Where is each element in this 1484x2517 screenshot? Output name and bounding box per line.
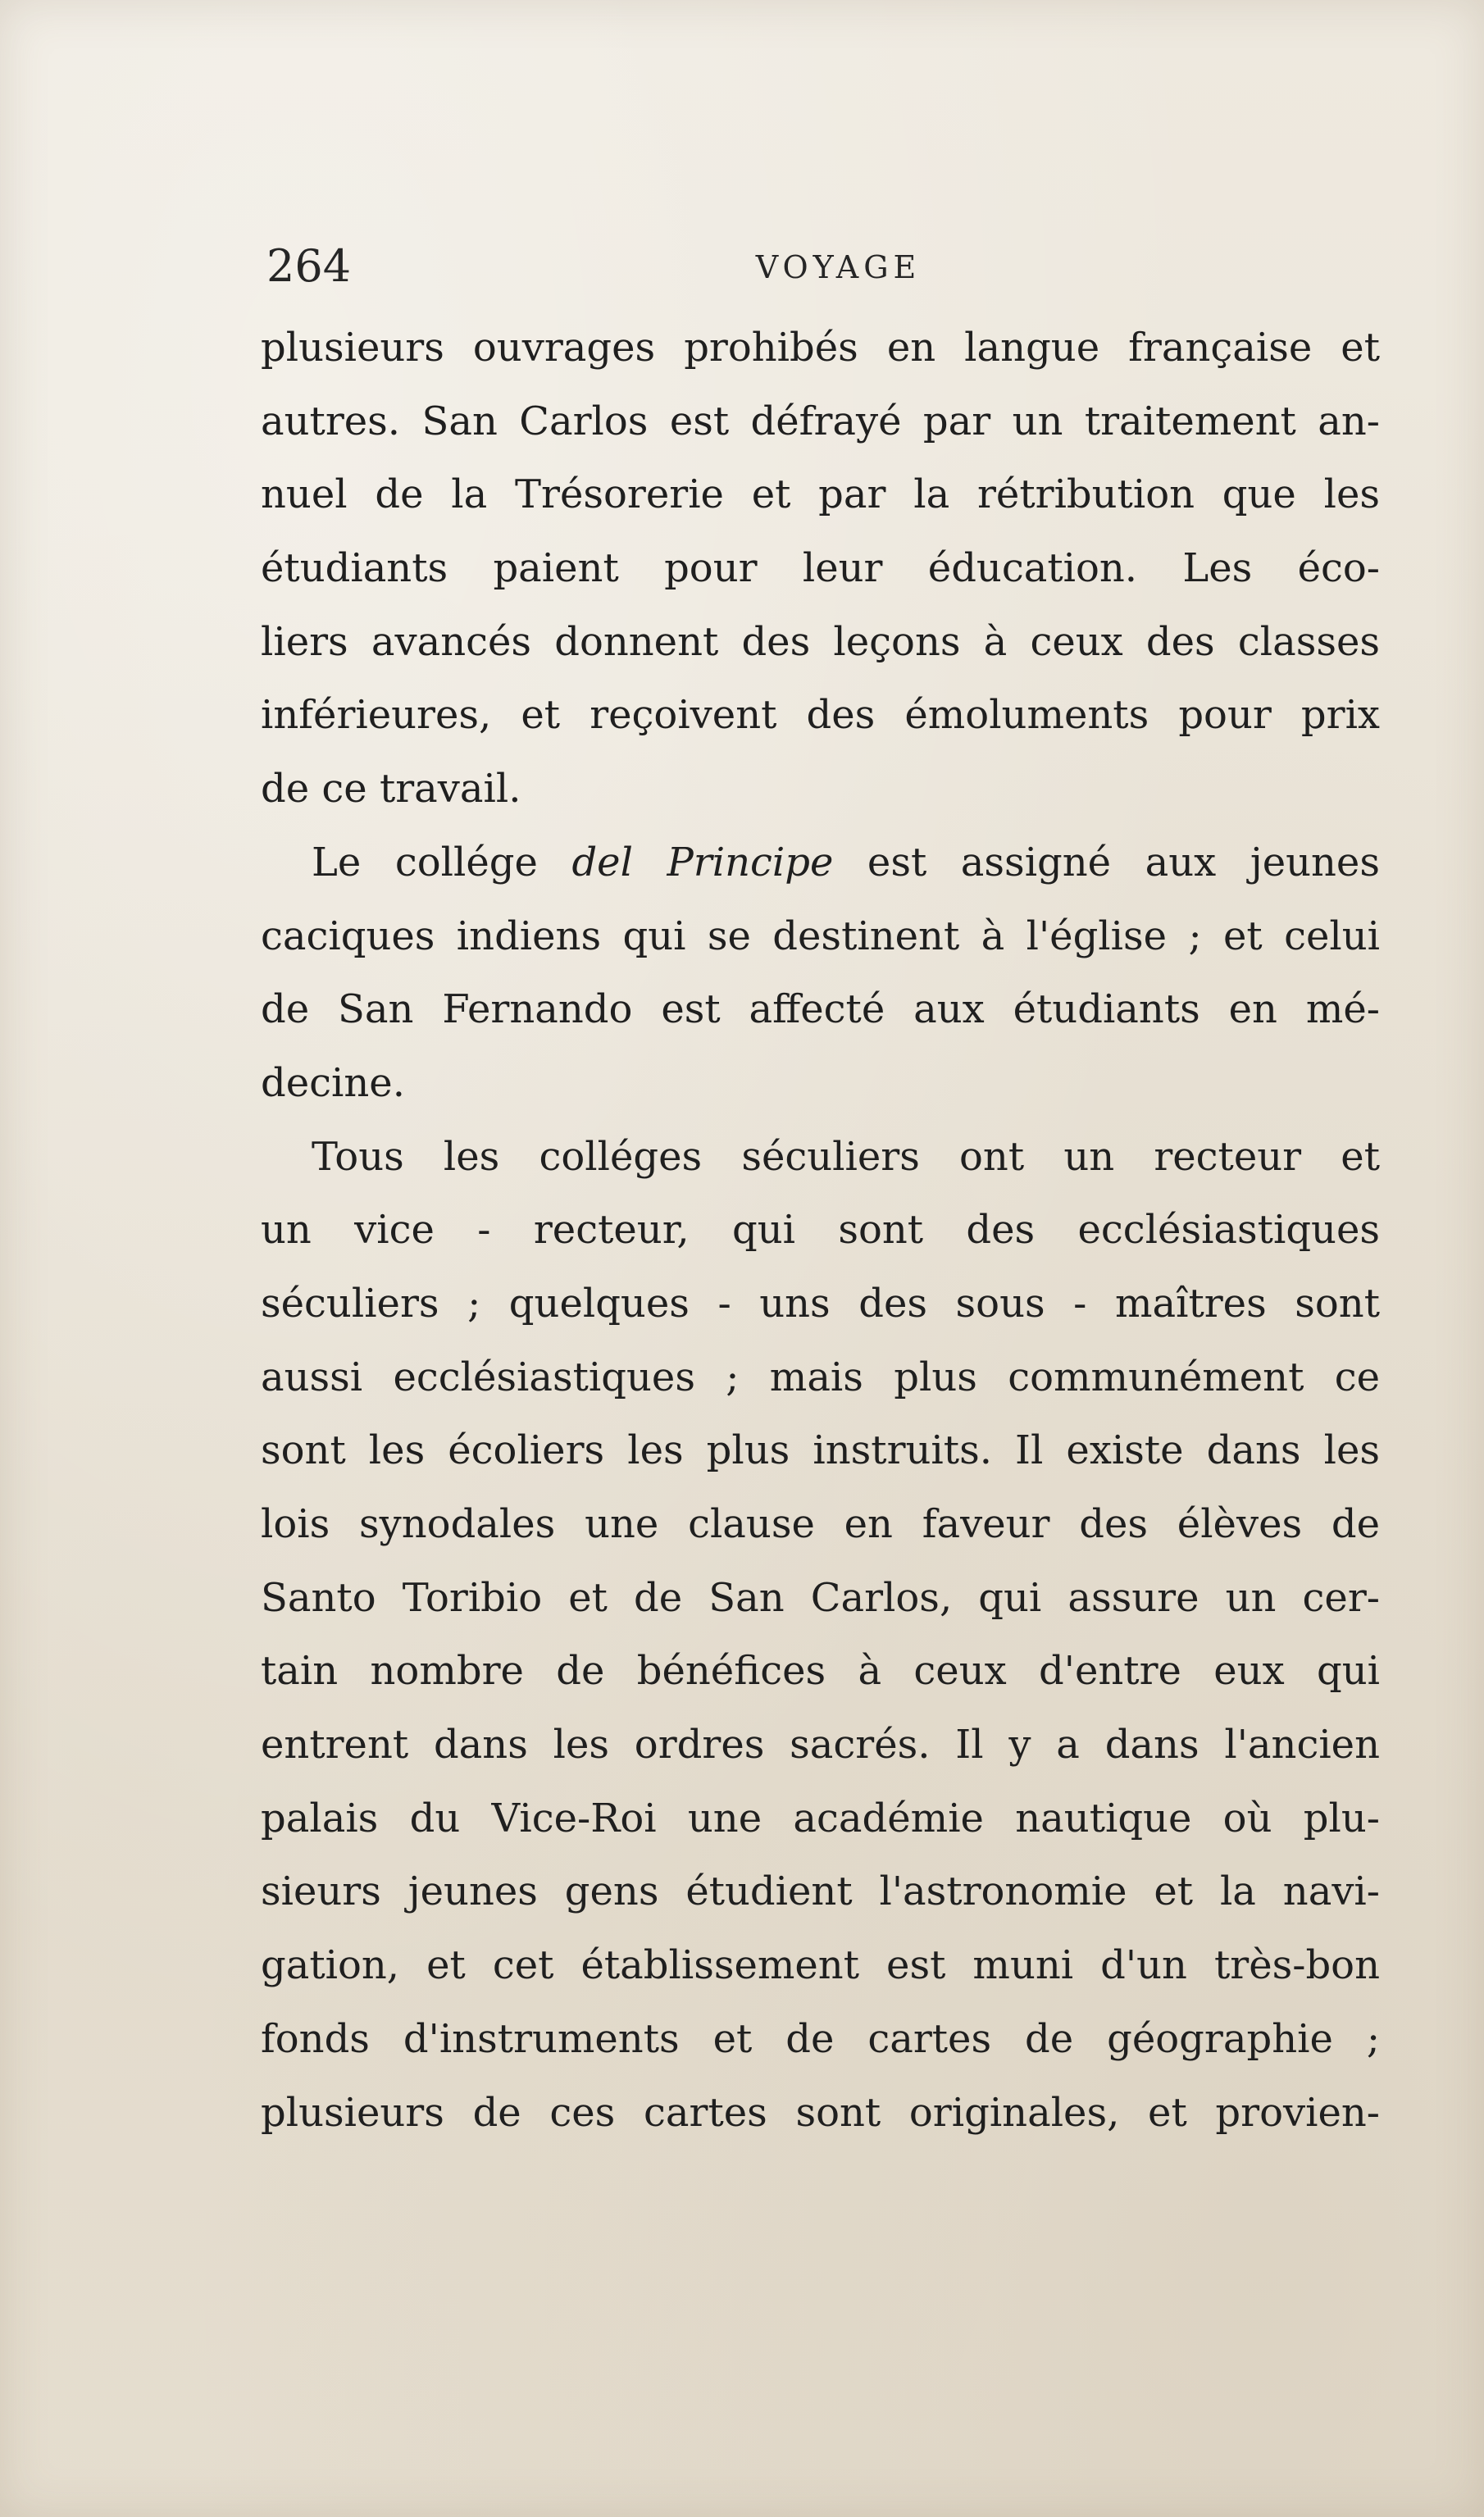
body-text [261, 312, 1380, 2150]
text-line: un vice - recteur, qui sont des ecclésiastiques [261, 1207, 1380, 1254]
page-number: 264 [266, 240, 352, 292]
text-segment: Le [312, 839, 362, 885]
text-segment: collége [394, 839, 538, 885]
text-line: fonds d'instruments et de cartes de géographie ; [261, 2015, 1380, 2062]
text-line: sieurs jeunes gens étudient l'astronomie et la navi- [261, 1868, 1380, 1915]
text-line: caciques indiens qui se destinent à l'église ; et celui [261, 913, 1380, 959]
running-head: VOYAGE [755, 249, 922, 285]
text-line: de ce travail. [261, 766, 521, 812]
italic-phrase: del Principe [571, 839, 834, 885]
text-line: de San Fernando est affecté aux étudiants en mé- [261, 986, 1380, 1033]
text-segment: est assigné aux jeunes [867, 839, 1380, 885]
text-line: séculiers ; quelques - uns des sous - maîtres sont [261, 1280, 1380, 1327]
text-line: étudiants paient pour leur éducation. Les éco- [261, 545, 1380, 592]
text-line: nuel de la Trésorerie et par la rétribution que les [261, 471, 1380, 518]
page-header [266, 238, 1377, 295]
text-line: sont les écoliers les plus instruits. Il existe dans les [261, 1427, 1380, 1474]
text-line: decine. [261, 1059, 405, 1106]
text-line: Santo Toribio et de San Carlos, qui assure un cer- [261, 1574, 1380, 1621]
text-line: autres. San Carlos est défrayé par un traitement an- [261, 398, 1380, 444]
text-line: plusieurs de ces cartes sont originales, et provien- [261, 2089, 1380, 2136]
text-line: palais du Vice-Roi une académie nautique où plu- [261, 1795, 1380, 1841]
text-line: lois synodales une clause en faveur des élèves de [261, 1501, 1380, 1547]
paragraph-start-line: Tous les colléges séculiers ont un recteur et [312, 1133, 1380, 1180]
text-line: inférieures, et reçoivent des émoluments pour prix [261, 692, 1380, 739]
text-line: aussi ecclésiastiques ; mais plus communément ce [261, 1354, 1380, 1400]
text-line: gation, et cet établissement est muni d'un très-bon [261, 1942, 1380, 1989]
paragraph-start-line [261, 826, 1380, 900]
text-line: entrent dans les ordres sacrés. Il y a dans l'ancien [261, 1722, 1380, 1768]
text-line: tain nombre de bénéfices à ceux d'entre eux qui [261, 1648, 1380, 1695]
text-line: plusieurs ouvrages prohibés en langue française et [261, 325, 1380, 371]
text-line: liers avancés donnent des leçons à ceux des classes [261, 618, 1380, 665]
